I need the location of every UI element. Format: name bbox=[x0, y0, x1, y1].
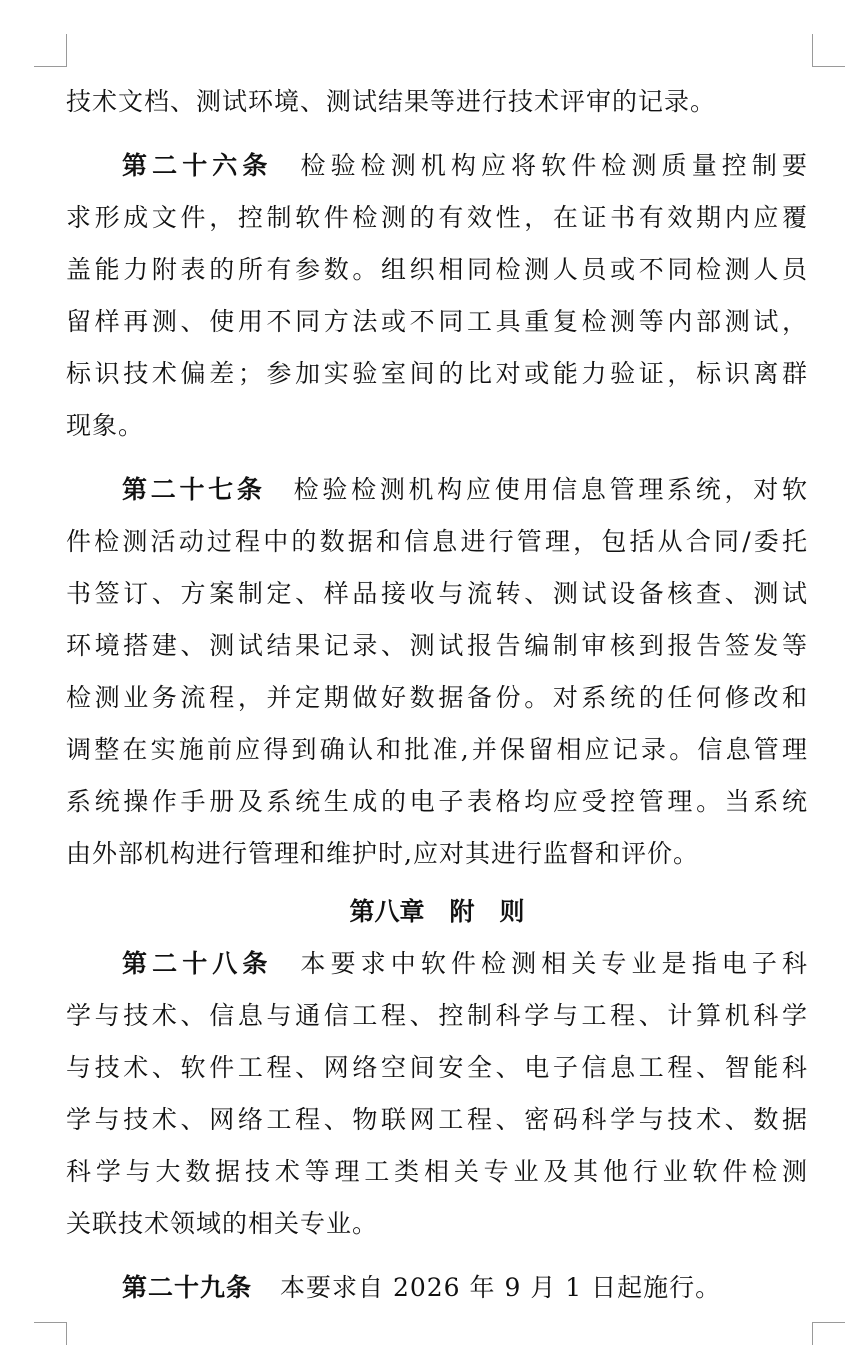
text-line: 调整在实施前应得到确认和批准,并保留相应记录。信息管理 bbox=[66, 735, 808, 764]
article-27 bbox=[66, 464, 808, 880]
crop-mark-bottom-right bbox=[812, 1322, 845, 1345]
text-line: 检测业务流程，并定期做好数据备份。对系统的任何修改和 bbox=[66, 683, 808, 712]
crop-mark-bottom-left bbox=[34, 1322, 67, 1345]
text-line: 关联技术领域的相关专业。 bbox=[66, 1209, 379, 1238]
article-29-title: 第二十九条 bbox=[122, 1273, 253, 1302]
article-28-line-1: 本要求中软件检测相关专业是指电子科 bbox=[300, 949, 808, 978]
article-26-title: 第二十六条 bbox=[122, 151, 273, 180]
crop-mark-top-right bbox=[812, 34, 845, 67]
text-line bbox=[66, 140, 808, 192]
crop-mark-top-left bbox=[34, 34, 67, 67]
text-line: 盖能力附表的所有参数。组织相同检测人员或不同检测人员 bbox=[66, 255, 808, 284]
article-28 bbox=[66, 938, 808, 1250]
text-line: 标识技术偏差；参加实验室间的比对或能力验证，标识离群 bbox=[66, 359, 808, 388]
text-line: 技术文档、测试环境、测试结果等进行技术评审的记录。 bbox=[66, 87, 717, 116]
text-line: 科学与大数据技术等理工类相关专业及其他行业软件检测 bbox=[66, 1157, 808, 1186]
text-line: 由外部机构进行管理和维护时,应对其进行监督和评价。 bbox=[66, 839, 699, 868]
text-line: 留样再测、使用不同方法或不同工具重复检测等内部测试， bbox=[66, 307, 808, 336]
article-28-title: 第二十八条 bbox=[122, 949, 273, 978]
text-line: 学与技术、网络工程、物联网工程、密码科学与技术、数据 bbox=[66, 1105, 808, 1134]
article-26 bbox=[66, 140, 808, 452]
text-line: 系统操作手册及系统生成的电子表格均应受控管理。当系统 bbox=[66, 787, 808, 816]
document-body bbox=[66, 76, 808, 1314]
text-line bbox=[66, 938, 808, 990]
text-line: 件检测活动过程中的数据和信息进行管理，包括从合同/委托 bbox=[66, 527, 808, 556]
text-line: 求形成文件，控制软件检测的有效性，在证书有效期内应覆 bbox=[66, 203, 808, 232]
text-line: 书签订、方案制定、样品接收与流转、测试设备核查、测试 bbox=[66, 579, 808, 608]
chapter-8-heading: 第八章 附 则 bbox=[349, 897, 525, 926]
article-29-line-1: 本要求自 2026 年 9 月 1 日起施行。 bbox=[280, 1273, 722, 1302]
text-line: 与技术、软件工程、网络空间安全、电子信息工程、智能科 bbox=[66, 1053, 808, 1082]
text-line bbox=[66, 464, 808, 516]
paragraph-intro-continuation bbox=[66, 76, 808, 128]
text-line bbox=[66, 1262, 808, 1314]
text-line: 学与技术、信息与通信工程、控制科学与工程、计算机科学 bbox=[66, 1001, 808, 1030]
article-27-line-1: 检验检测机构应使用信息管理系统，对软 bbox=[293, 475, 808, 504]
text-line: 现象。 bbox=[66, 411, 145, 440]
article-26-line-1: 检验检测机构应将软件检测质量控制要 bbox=[300, 151, 808, 180]
article-27-title: 第二十七条 bbox=[122, 475, 266, 504]
text-line: 环境搭建、测试结果记录、测试报告编制审核到报告签发等 bbox=[66, 631, 808, 660]
article-29 bbox=[66, 1262, 808, 1314]
